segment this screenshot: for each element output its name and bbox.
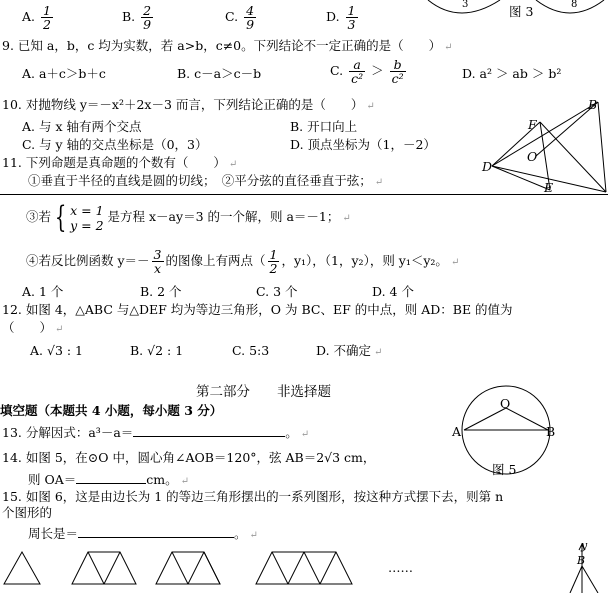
q11-option-a: A. 1 个: [22, 284, 64, 299]
fig3-label: 图 3: [509, 4, 534, 19]
q15-ellipsis: ……: [388, 560, 413, 575]
q10-stem: 10. 对抛物线 y＝－x²＋2x－3 而言，下列结论正确的是（ ） ↵: [2, 97, 375, 112]
q9-option-a: A. a＋c＞b＋c: [22, 66, 106, 81]
part2-title: 第二部分 非选择题: [196, 384, 331, 400]
fig5-label-a: A: [452, 424, 462, 439]
q9-option-d: D. a² ＞ ab ＞ b²: [462, 66, 562, 81]
q12-option-d: D. 不确定 ↵: [316, 343, 383, 358]
fig3-number-right: 8: [571, 0, 578, 10]
q12-option-b: B. √2 : 1: [130, 343, 184, 358]
q11-statement-1-2: ①垂直于半径的直线是圆的切线； ②平分弦的直径垂直于弦； ↵: [28, 173, 384, 188]
answer-blank: [76, 471, 146, 484]
q8-option-b: B. $\frac{2}{9}$: [122, 3, 152, 32]
figure-5: [460, 380, 560, 460]
fig5-label-o: O: [500, 396, 511, 411]
axis-y-label: y: [581, 539, 588, 552]
fig4-label-b: B: [588, 97, 598, 112]
q10-option-a: A. 与 x 轴有两个交点: [22, 119, 142, 134]
q11-stem: 11. 下列命题是真命题的个数有（ ） ↵: [2, 155, 238, 170]
q9-stem: 9. 已知 a，b，c 均为实数，若 a>b，c≠0。下列结论不一定正确的是（ ） ↵: [2, 38, 453, 53]
fraction: $\frac{4}{9}$: [246, 3, 255, 32]
q8-option-d: D. $\frac{1}{3}$: [326, 3, 356, 32]
fig5-caption: 图 5: [492, 462, 517, 477]
q12-stem: 12. 如图 4，△ABC 与△DEF 均为等边三角形，O 为 BC、EF 的中点，则 AD：BE 的值为: [2, 302, 513, 317]
q8-option-a: A. $\frac{1}{2}$: [22, 3, 51, 32]
fig4-label-f: F: [528, 117, 537, 132]
figure-6: [0, 548, 560, 588]
q10-option-c: C. 与 y 轴的交点坐标是（0，3）: [22, 137, 208, 152]
fraction: $\frac{1}{2}$: [43, 3, 51, 32]
q14-line2: 则 OA＝ cm。 ↵: [28, 472, 189, 487]
q15-stem: 15. 如图 6，这是由边长为 1 的等边三角形摆出的一系列图形，按这种方式摆下去，则第 n: [2, 489, 504, 504]
axis-fragment: [568, 540, 608, 593]
fill-in-section-title: 填空题（本题共 4 小题，每小题 3 分）: [0, 403, 223, 418]
q8-option-c: C. $\frac{4}{9}$: [225, 3, 255, 32]
q10-option-b: B. 开口向上: [290, 119, 358, 134]
fig4-label-e: E: [544, 180, 554, 195]
q11-option-d: D. 4 个: [372, 284, 414, 299]
fig4-label-o: O: [527, 149, 538, 164]
q12-option-a: A. √3 : 1: [30, 343, 84, 358]
q9-option-c: C. $\frac{a}{\text{c²}}$ ＞ $\frac{b}{\text{c²}}$: [330, 57, 404, 86]
q11-option-b: B. 2 个: [140, 284, 182, 299]
answer-blank: [78, 525, 234, 538]
q12-stem-paren: （ ） ↵: [2, 320, 64, 335]
fraction: $\frac{1}{3}$: [347, 3, 356, 32]
q15-line3: 周长是＝ 。 ↵: [28, 526, 258, 541]
answer-blank: [133, 424, 285, 437]
q15-stem-2: 个图形的: [2, 505, 53, 520]
fig3-number-left: 3: [462, 0, 469, 10]
fig5-label-b: B: [546, 424, 556, 439]
q14-stem: 14. 如图 5，在⊙O 中，圆心角∠AOB＝120°，弦 AB＝2√3 cm，: [2, 450, 376, 465]
q10-option-d: D. 顶点坐标为（1，－2）: [290, 137, 436, 152]
q12-option-c: C. 5:3: [232, 343, 270, 358]
q9-option-b: B. c－a＞c－b: [177, 66, 262, 81]
q11-statement-3: ③若 { x = 1 y = 2 是方程 x－ay＝3 的一个解，则 a＝－1； ↵: [26, 199, 351, 235]
fraction: $\frac{2}{9}$: [143, 3, 152, 32]
q11-statement-4: ④若反比例函数 y＝－ $\frac{3}{x}$ 的图像上有两点（ $\frac{1}{2}$ ，y₁），（1，y₂），则 y₁＜y₂。 ↵: [26, 247, 460, 276]
page-break-line: [0, 194, 608, 195]
q13: 13. 分解因式：a³－a＝ 。 ↵: [2, 425, 310, 440]
brace-icon: {: [54, 199, 67, 235]
fig4-label-d: D: [482, 159, 493, 174]
axis-b-label: B: [577, 554, 586, 567]
q11-option-c: C. 3 个: [256, 284, 298, 299]
